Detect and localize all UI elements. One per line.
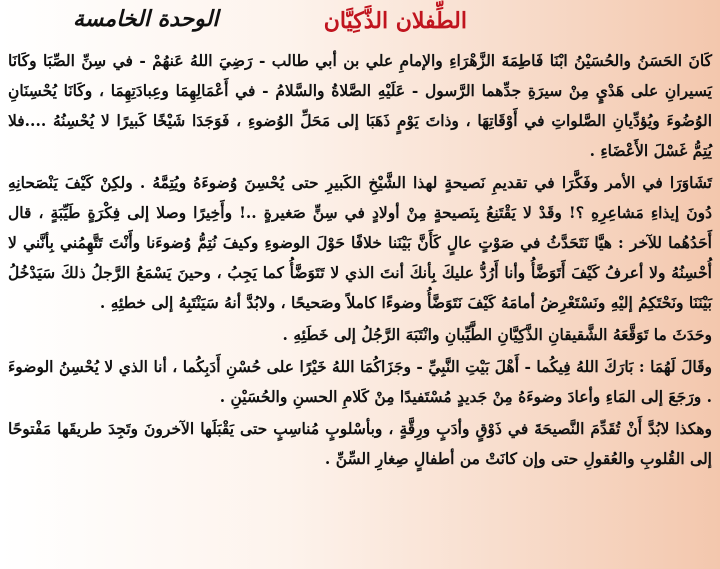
lesson-title: الطِّفلان الذَّكِيَّان — [323, 8, 467, 34]
paragraph-3: وحَدَثَ ما تَوَقَّعَهُ الشَّقيقانِ الذَّكِيَّانِ الطَّيِّبانِ وانْتَبَهَ الرَّجُلُ إلى خَطَئِهِ . — [282, 325, 712, 344]
unit-label: الوحدة الخامسة — [73, 6, 219, 32]
paragraph-4: وقَالَ لَهُمَا : بَارَكَ اللهُ فِيكُما - أَهْلَ بَيْتِ النَّبِيِّ - وجَزَاكُمَا اللهُ خَيْرًا على حُسْنِ أَدَبِكُما ، أنا الذي لا يُحْسِنُ الوضوءَ . ورَجَعَ إلى المَاءِ وأعادَ وضوءَهُ مِنْ جَديدٍ مُسْتَفيدًا مِنْ كَلامِ الحسنِ والحُسَيْنِ . — [8, 357, 712, 406]
lesson-body — [8, 46, 712, 474]
page-header — [8, 6, 712, 46]
paragraph-5: وهكذا لابُدَّ أَنْ تُقَدِّمَ النَّصيحَةَ في ذَوْقٍ وأدَبٍ ورِقَّةٍ ، وبأسْلوبٍ مُناسِبٍ حتى يَقْبَلَها الآخرونَ وتَجِدَ طريقَها مَفْتوحًا إلى القُلوبِ والعُقولِ حتى وإن كانَتْ من أطفالٍ صِغارِ السِّنِّ . — [8, 419, 712, 468]
paragraph-2: تَشَاوَرَا في الأمر وفَكَّرَا في تقديمِ نَصيحةٍ لهذا الشَّيْخِ الكَبيرِ حتى يُحْسِنَ وُضوءَهُ ويُتِمَّهُ . ولكِنْ كَيْفَ يَنْصَحانِهِ دُونَ إيذاءِ مَشاعِرِهِ ؟! وقَدْ لا يَقْتَنِعُ بِنَصيحةٍ مِنْ أولادٍ في سِنٍّ صَغيرةٍ ..! وأَخِيرًا وصلا إلى فِكْرَةٍ طَيِّبَةٍ ، قال أَحَدُهُما للآخر : هيَّا نَتَحَدَّثُ في صَوْتٍ عالٍ كَأَنَّ بَيْنَنا خلافًا حَوْلَ الوضوءِ وكيفَ نُتِمُّ وُضوءَنا وأَنْتَ تَتَّهِمُني بِأنَّني لا أُحْسِنُهُ ولا أعرفُ كَيْفَ أَتَوَضَّأُ وأنا أَرُدُّ عليكَ بِأنكَ أنتَ الذي لا تَتَوَضَّأُ كما يَجِبُ ، وحينَ يَسْمَعُ الرَّجلُ ذلكَ سَيَدْخُلُ بَيْنَنَا ونَحْتَكِمُ إليْهِ ونَسْتَعْرِضُ أمامَهُ كَيْفَ نَتَوَضَّأُ وضوءًا كاملاً وصَحيحًا ، ولابُدَّ أنهُ سَيَنْتَبِهُ إلى خطئِهِ . — [8, 173, 712, 312]
paragraph-1: كَانَ الحَسَنُ والحُسَيْنُ ابْنَا فَاطِمَةَ الزَّهْرَاءِ والإمامِ علي بن أبي طالب - رَضِيَ اللهُ عَنهُمْ - في سِنِّ الصِّبَا وكَانَا يَسيرانِ على هَدْيٍ مِنْ سيرَةِ جدِّهما الرَّسول - عَلَيْهِ الصَّلاةُ والسَّلامُ - في أَعْمَالِهِمَا وعِبادَتِهِمَا ، وكَانَا يُحْسِنَانِ الوُضُوءَ ويُؤدِّيانِ الصَّلواتِ في أَوْقَاتِهَا ، وذاتَ يَوْمٍ ذَهَبَا إلى مَحَلِّ الوُضوءِ ، فَوَجَدَا شَيْخًا كَبيرًا لا يُحْسِنُهُ ....فلا يُتِمُّ غَسْلَ الأَعْضَاءِ . — [8, 51, 712, 160]
